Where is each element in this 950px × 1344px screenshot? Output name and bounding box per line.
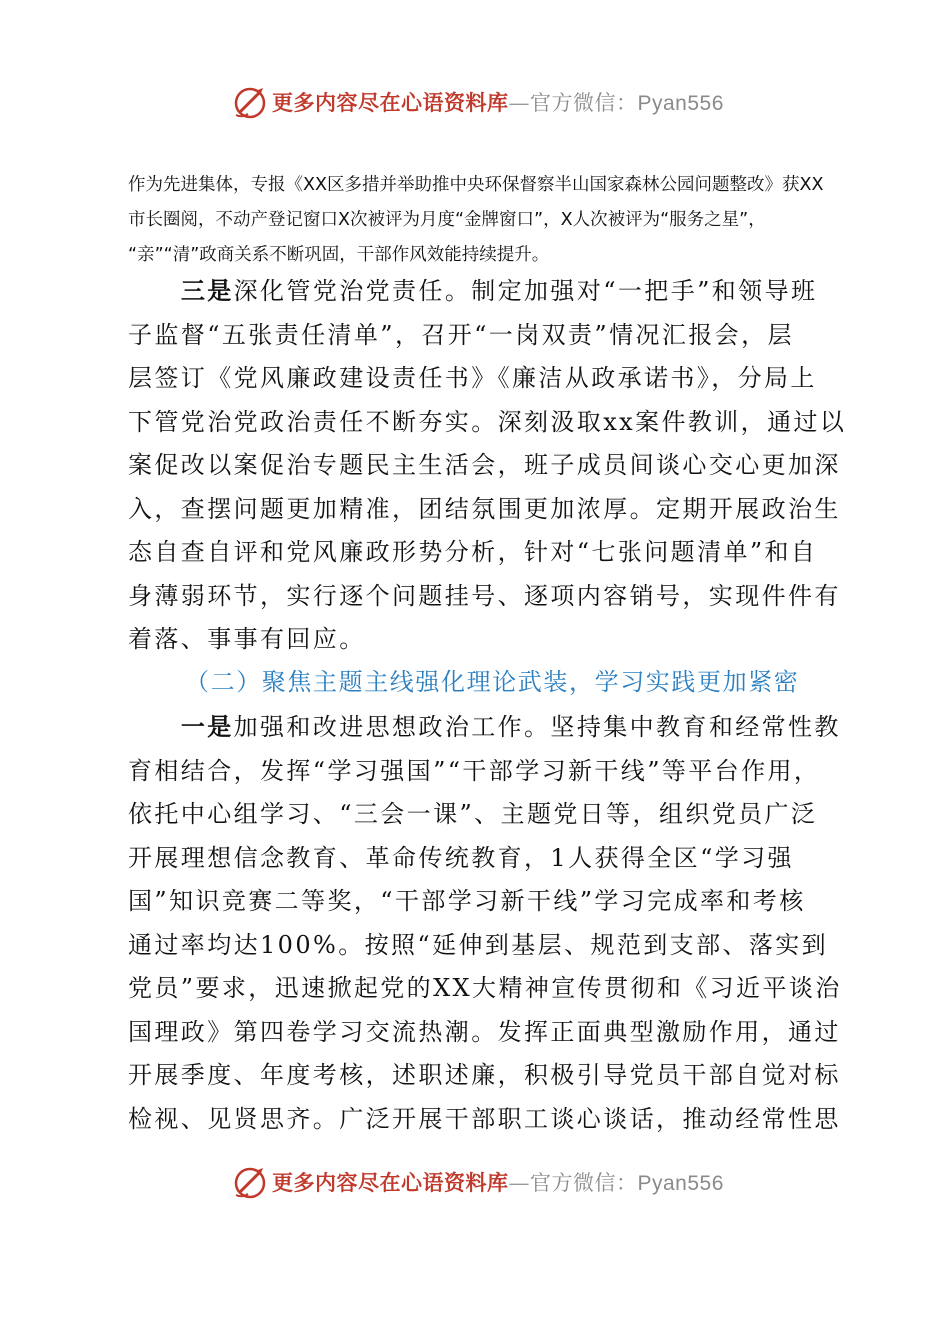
paragraph-section-three bbox=[128, 270, 847, 662]
banner-official-label: 官方微信： bbox=[530, 1171, 638, 1195]
intro-line: 市长圈阅，不动产登记窗口X次被评为月度“金牌窗口”，X人次被评为“服务之星”， bbox=[128, 210, 766, 230]
banner-text bbox=[272, 1169, 724, 1198]
pen-logo-icon bbox=[230, 1162, 270, 1202]
lead-phrase: 三是 bbox=[180, 277, 234, 305]
paragraph-line: 依托中心组学习、“三会一课”、主题党日等，组织党员广泛 bbox=[128, 800, 818, 828]
paragraph-line: 通过率均达100%。按照“延伸到基层、规范到支部、落实到 bbox=[128, 930, 829, 959]
paragraph-section-one bbox=[128, 706, 842, 1141]
intro-paragraph bbox=[128, 168, 834, 273]
banner-dash: — bbox=[508, 91, 530, 115]
section-heading: （二）聚焦主题主线强化理论武装，学习实践更加紧密 bbox=[185, 668, 800, 696]
banner-title: 更多内容尽在心语资料库 bbox=[272, 1170, 509, 1195]
paragraph-line bbox=[128, 270, 834, 314]
paragraph-line: 检视、见贤思齐。广泛开展干部职工谈心谈话，推动经常性思 bbox=[128, 1104, 841, 1133]
banner-wechat-id: Pyan556 bbox=[637, 1172, 724, 1195]
banner-wechat-id: Pyan556 bbox=[637, 92, 724, 115]
banner-text bbox=[272, 89, 724, 118]
banner-dash: — bbox=[508, 1171, 530, 1195]
intro-line: “亲”“清”政商关系不断巩固，干部作风效能持续提升。 bbox=[128, 245, 550, 265]
paragraph-line: 层签订《党风廉政建设责任书》《廉洁从政承诺书》，分局上 bbox=[128, 364, 817, 392]
paragraph-line: 案促改以案促治专题民主生活会，班子成员间谈心交心更加深 bbox=[128, 451, 841, 479]
paragraph-line: 开展季度、年度考核，述职述廉，积极引导党员干部自觉对标 bbox=[128, 1061, 841, 1089]
paragraph-line: 党员”要求，迅速掀起党的XX大精神宣传贯彻和《习近平谈治 bbox=[128, 974, 842, 1002]
paragraph-line: 开展理想信念教育、革命传统教育，1人获得全区“学习强 bbox=[128, 843, 794, 872]
pen-logo-icon bbox=[230, 82, 270, 122]
paragraph-line: 态自查自评和党风廉政形势分析，针对“七张问题清单”和自 bbox=[128, 538, 818, 566]
banner-official-label: 官方微信： bbox=[530, 91, 638, 115]
paragraph-line: 育相结合，发挥“学习强国”“干部学习新干线”等平台作用， bbox=[128, 756, 821, 785]
paragraph-line: 国”知识竞赛二等奖，“干部学习新干线”学习完成率和考核 bbox=[128, 887, 806, 915]
paragraph-line bbox=[128, 706, 841, 750]
paragraph-line: 入，查摆问题更加精准，团结氛围更加浓厚。定期开展政治生 bbox=[128, 494, 841, 523]
footer-banner bbox=[0, 1158, 950, 1208]
paragraph-line: 国理政》第四卷学习交流热潮。发挥正面典型激励作用，通过 bbox=[128, 1017, 841, 1046]
paragraph-line: 下管党治党政治责任不断夯实。深刻汲取xx案件教训，通过以 bbox=[128, 407, 847, 436]
intro-line: 作为先进集体，专报《XX区多措并举助推中央环保督察半山国家森林公园问题整改》获XX bbox=[128, 175, 824, 195]
paragraph-line: 着落、事事有回应。 bbox=[128, 625, 366, 653]
line-text: 深化管党治党责任。制定加强对“一把手”和领导班 bbox=[233, 277, 818, 305]
banner-title: 更多内容尽在心语资料库 bbox=[272, 90, 509, 115]
paragraph-line: 身薄弱环节，实行逐个问题挂号、逐项内容销号，实现件件有 bbox=[128, 581, 841, 610]
paragraph-line: 子监督“五张责任清单”，召开“一岗双责”情况汇报会，层 bbox=[128, 320, 794, 349]
line-text: 加强和改进思想政治工作。坚持集中教育和经常性教 bbox=[233, 713, 841, 741]
lead-phrase: 一是 bbox=[180, 713, 234, 741]
header-banner bbox=[0, 78, 950, 128]
